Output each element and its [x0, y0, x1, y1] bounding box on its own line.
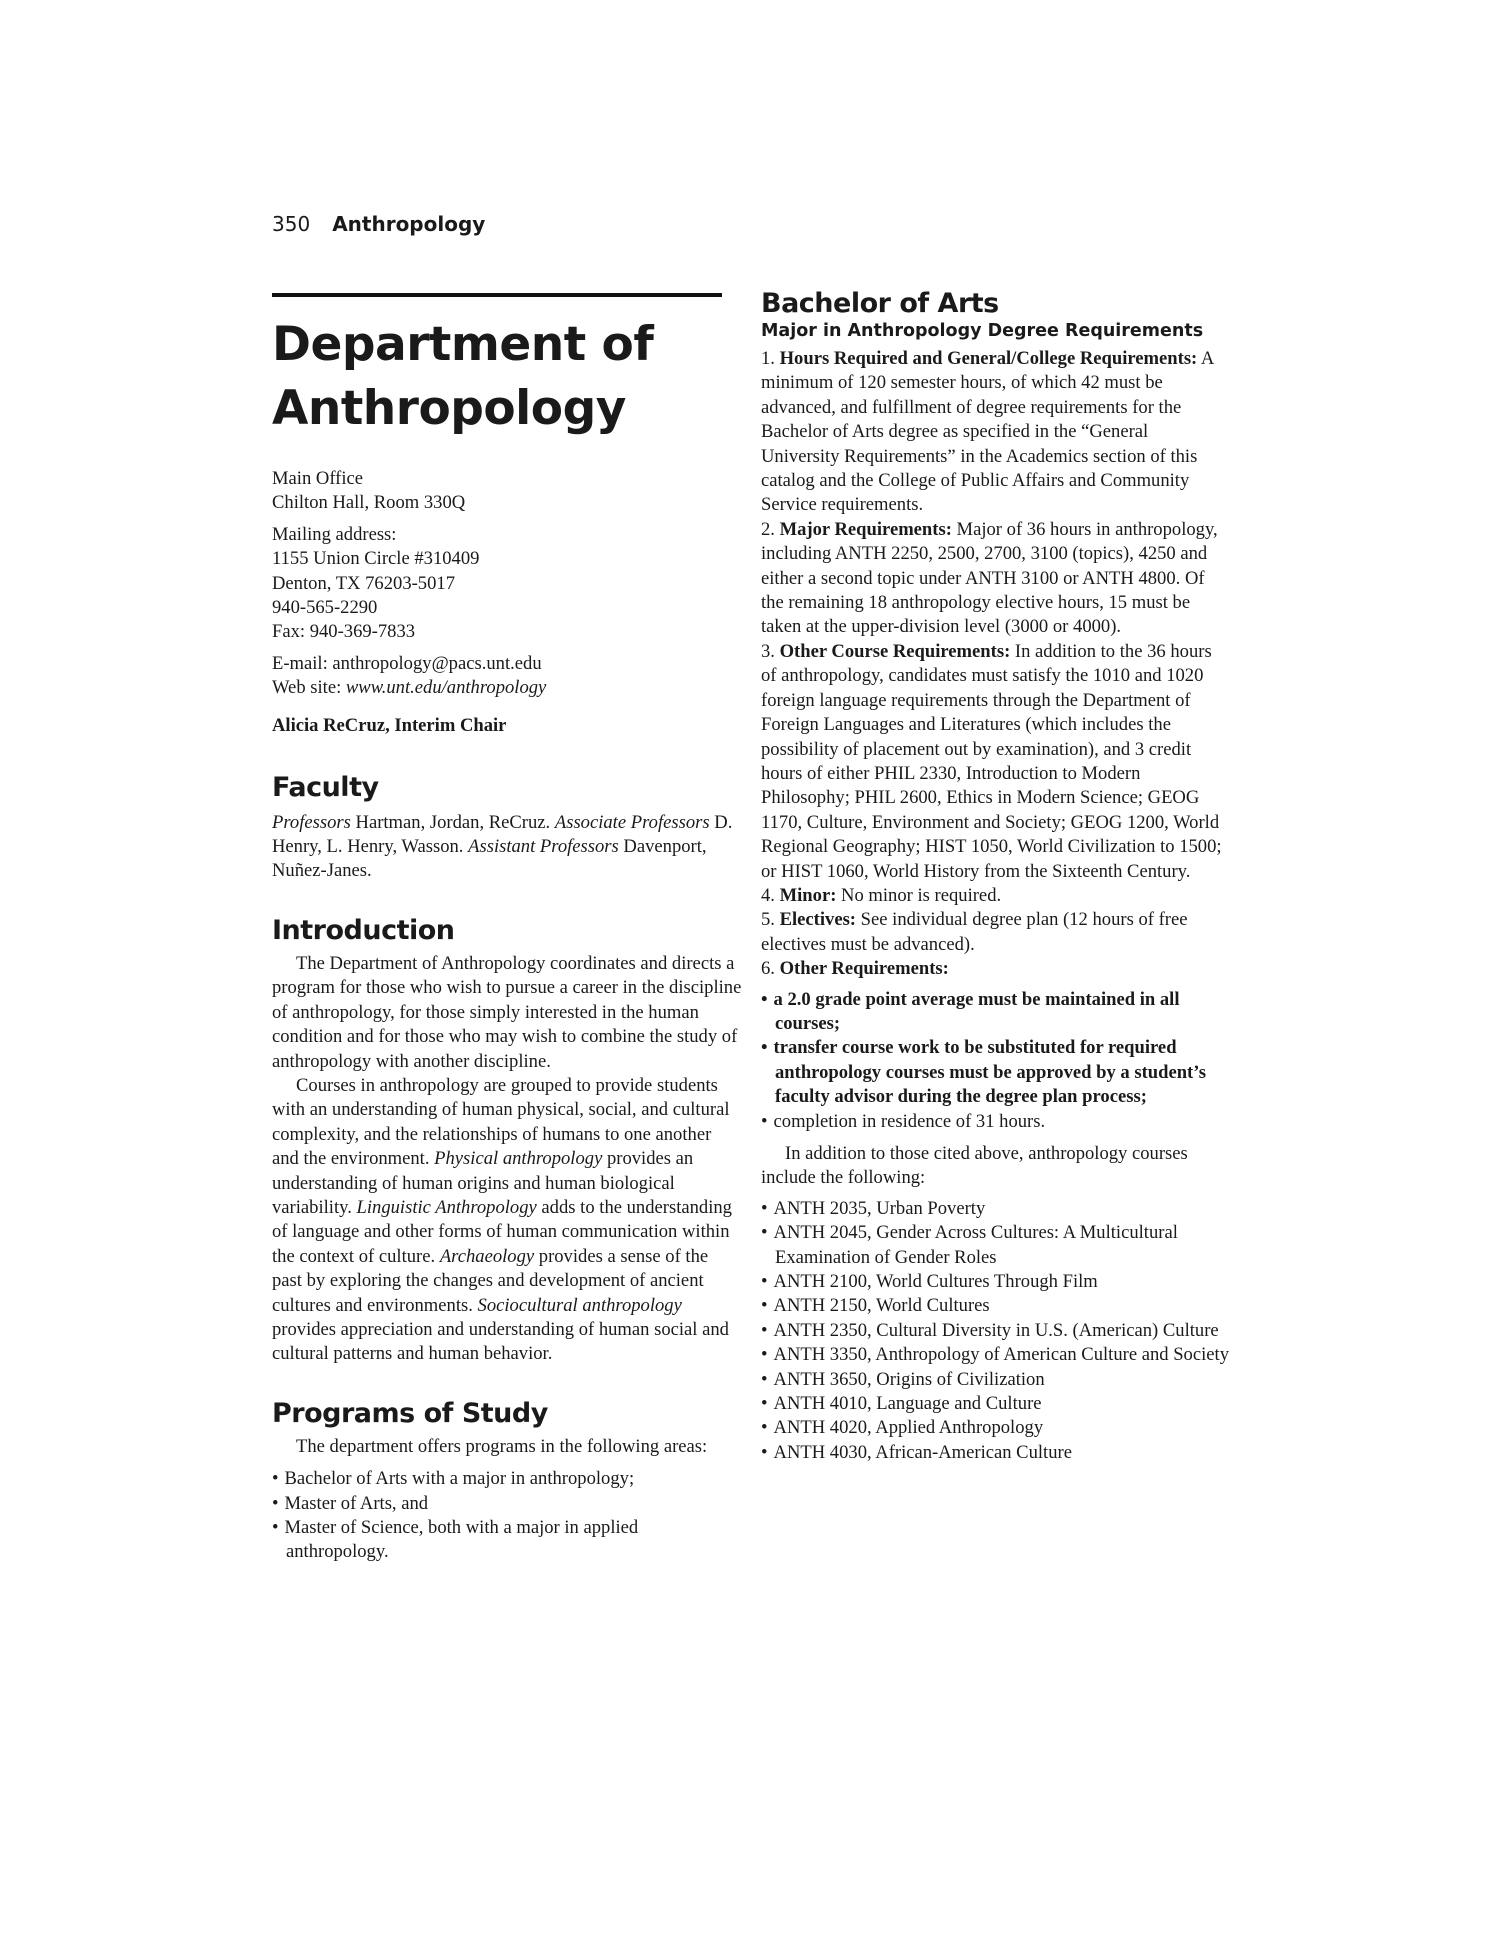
mailing-city: Denton, TX 76203-5017	[272, 572, 455, 594]
requirement-number: 1.	[761, 348, 780, 369]
programs-heading: Programs of Study	[272, 1397, 548, 1429]
other-requirements-list	[761, 988, 1231, 1134]
requirement-label: Other Course Requirements:	[779, 640, 1011, 662]
list-item: • ANTH 4020, Applied Anthropology	[761, 1416, 1231, 1440]
introduction-heading: Introduction	[272, 914, 455, 946]
requirement-1	[761, 347, 1231, 518]
email-address: E-mail: anthropology@pacs.unt.edu	[272, 652, 542, 674]
list-item: • ANTH 3350, Anthropology of American Culture and Society	[761, 1343, 1231, 1367]
left-column	[272, 293, 742, 1565]
faculty-names-professors: Hartman, Jordan, ReCruz.	[350, 811, 555, 833]
requirement-label: Other Requirements:	[779, 958, 949, 980]
intro-text-d: provides a sense of the past by exploring the changes and development of ancient cultures and environments.	[272, 1245, 709, 1316]
requirement-2	[761, 518, 1231, 640]
requirements-list	[761, 347, 1231, 1465]
requirement-text: See individual degree plan (12 hours of free electives must be advanced).	[761, 909, 1188, 955]
list-item: • ANTH 2100, World Cultures Through Film	[761, 1270, 1231, 1294]
requirement-number: 5.	[761, 909, 780, 931]
term-physical-anthropology: Physical anthropology	[434, 1148, 603, 1170]
faculty-rank-assistant: Assistant Professors	[468, 836, 619, 858]
requirement-number: 6.	[761, 958, 780, 980]
chair-name: Alicia ReCruz, Interim Chair	[272, 714, 507, 736]
requirement-label: Minor:	[779, 884, 837, 906]
list-item: • a 2.0 grade point average must be maintained in all courses;	[761, 988, 1231, 1037]
term-linguistic-anthropology: Linguistic Anthropology	[356, 1196, 537, 1218]
mailing-label: Mailing address:	[272, 523, 397, 545]
list-item: • ANTH 2150, World Cultures	[761, 1294, 1231, 1318]
faculty-names-associate: D. Henry, L. Henry, Wasson.	[272, 811, 733, 858]
web-site-label: Web site:	[272, 677, 346, 699]
requirement-label: Hours Required and General/College Requirements:	[779, 348, 1198, 369]
requirement-number: 2.	[761, 518, 780, 540]
phone-number: 940-565-2290	[272, 597, 378, 619]
title-rule	[272, 293, 722, 297]
programs-intro: The department offers programs in the following areas:	[296, 1435, 708, 1457]
requirement-text: Major of 36 hours in anthropology, including ANTH 2250, 2500, 2700, 3100 (topics), 4250 and either a second topic under ANTH 3100 or ANTH 4800. Of the remaining 18 anthropology elective hours, 15 must be taken at the upper-division level (3000 or 4000).	[761, 518, 1218, 638]
page-title	[272, 313, 742, 441]
intro-text-c: adds to the understanding of language and other forms of human communication within the context of culture.	[272, 1196, 732, 1267]
faculty-rank-associate: Associate Professors	[554, 811, 710, 833]
mailing-street: 1155 Union Circle #310409	[272, 548, 480, 570]
intro-text-e: provides appreciation and understanding of human social and cultural patterns and human behavior.	[272, 1318, 729, 1365]
bachelor-heading: Bachelor of Arts	[761, 288, 999, 319]
main-office-label: Main Office	[272, 468, 364, 489]
right-column	[761, 287, 1231, 1465]
list-item: • ANTH 2035, Urban Poverty	[761, 1197, 1231, 1221]
intro-text-a: Courses in anthropology are grouped to provide students with an understanding of human physical, social, and cultural complexity, and the relationships of humans to one another and the environment.	[272, 1074, 730, 1170]
introduction-paragraph-1: The Department of Anthropology coordinates and directs a program for those who wish to pursue a career in the discipline of anthropology, for those simply interested in the human condition and for those who may wish to combine the study of anthropology with another discipline.	[272, 952, 742, 1072]
page-number: 350	[272, 212, 311, 236]
title-line-1: Department of	[272, 317, 654, 372]
intro-text-b: provides an understanding of human origins and human biological variability.	[272, 1148, 694, 1218]
list-item: • Master of Science, both with a major in applied anthropology.	[272, 1516, 742, 1565]
faculty-list	[272, 811, 742, 884]
degree-requirements-subheading: Major in Anthropology Degree Requirements	[761, 321, 1204, 341]
introduction-paragraph-2	[272, 1074, 742, 1367]
requirement-text: In addition to the 36 hours of anthropology, candidates must satisfy the 1010 and 1020 foreign language requirements through the Department of Foreign Languages and Literatures (which includes the possibility of placement out by examination), and 3 credit hours of either PHIL 2330, Introduction to Modern Philosophy; PHIL 2600, Ethics in Modern Science; GEOG 1170, Culture, Environment and Society; GEOG 1200, World Regional Geography; HIST 1050, World Civilization to 1500; or HIST 1060, World History from the Sixteenth Century.	[761, 640, 1222, 882]
courses-list	[761, 1197, 1231, 1465]
requirement-3	[761, 640, 1231, 884]
running-head-title: Anthropology	[332, 212, 486, 236]
requirement-5	[761, 908, 1231, 957]
list-item: • Bachelor of Arts with a major in anthropology;	[272, 1467, 742, 1491]
requirement-4	[761, 884, 1231, 908]
requirement-6	[761, 957, 1231, 981]
faculty-names-assistant: Davenport, Nuñez-Janes.	[272, 836, 707, 882]
introduction-body	[272, 952, 742, 1367]
requirement-label: Electives:	[779, 909, 857, 931]
list-item: • transfer course work to be substituted for required anthropology courses must be approved by a student’s faculty advisor during the degree plan process;	[761, 1036, 1231, 1109]
office-room: Chilton Hall, Room 330Q	[272, 492, 466, 514]
list-item: • ANTH 4030, African-American Culture	[761, 1441, 1231, 1465]
requirement-text: No minor is required.	[836, 884, 1002, 906]
requirement-number: 3.	[761, 640, 780, 662]
list-item: • ANTH 3650, Origins of Civilization	[761, 1368, 1231, 1392]
list-item: • ANTH 2350, Cultural Diversity in U.S. (American) Culture	[761, 1319, 1231, 1343]
list-item: • ANTH 2045, Gender Across Cultures: A Multicultural Examination of Gender Roles	[761, 1221, 1231, 1270]
term-sociocultural-anthropology: Sociocultural anthropology	[477, 1294, 682, 1316]
faculty-rank-professors: Professors	[272, 811, 351, 833]
term-archaeology: Archaeology	[439, 1245, 535, 1267]
web-site-link[interactable]: www.unt.edu/anthropology	[345, 677, 547, 699]
requirement-label: Major Requirements:	[779, 518, 952, 540]
web-site	[272, 676, 742, 700]
list-item: • Master of Arts, and	[272, 1492, 742, 1516]
list-item: • ANTH 4010, Language and Culture	[761, 1392, 1231, 1416]
requirement-number: 4.	[761, 884, 780, 906]
fax-number: Fax: 940-369-7833	[272, 621, 416, 643]
running-head	[272, 212, 485, 236]
courses-intro: In addition to those cited above, anthropology courses include the following:	[761, 1143, 1188, 1189]
requirement-text: A minimum of 120 semester hours, of which 42 must be advanced, and fulfillment of degree requirements for the Bachelor of Arts degree as specified in the “General University Requirements” in the Academics section of this catalog and the College of Public Affairs and Community Service requirements.	[761, 348, 1214, 516]
title-line-2: Anthropology	[272, 381, 626, 436]
contact-info	[272, 467, 742, 701]
programs-list	[272, 1467, 742, 1565]
programs-body	[272, 1435, 742, 1565]
list-item: • completion in residence of 31 hours.	[761, 1110, 1231, 1134]
faculty-heading: Faculty	[272, 771, 379, 803]
